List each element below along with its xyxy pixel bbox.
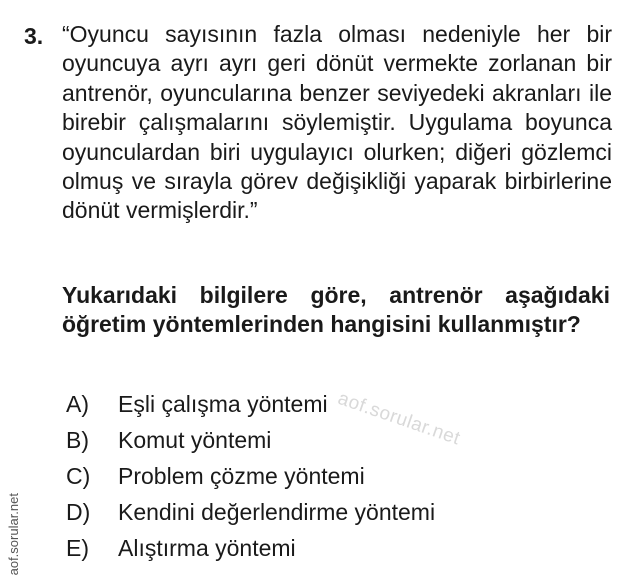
option-text: Komut yöntemi xyxy=(118,426,272,453)
option-b[interactable] xyxy=(66,422,435,458)
question-number: 3. xyxy=(24,23,44,49)
option-letter: E) xyxy=(66,534,89,561)
option-text: Problem çözme yöntemi xyxy=(118,462,365,489)
option-letter: B) xyxy=(66,426,89,453)
option-text: Eşli çalışma yöntemi xyxy=(118,390,328,417)
side-watermark: aof.sorular.net xyxy=(6,492,21,575)
option-text: Alıştırma yöntemi xyxy=(118,534,296,561)
question-stem: “Oyuncu sayısının fazla olması nedeniyle her bir oyuncuya ayrı ayrı geri dönüt vermekte zorlanan bir antrenör, oyuncularına benzer seviyedeki akranları ile birebir çalışmalarını söylemiştir. Uygulama boyunca oyunculardan biri uygulayıcı olurken; diğeri gözlemci olmuş ve sırayla görev değişikliği yaparak birbirlerine dönüt vermişlerdir.” xyxy=(62,21,612,224)
center-watermark: aof.sorular.net xyxy=(335,388,463,450)
option-letter: D) xyxy=(66,498,91,525)
option-text: Kendini değerlendirme yöntemi xyxy=(118,498,436,525)
option-d[interactable] xyxy=(66,494,435,530)
option-letter: C) xyxy=(66,462,91,489)
option-letter: A) xyxy=(66,390,89,417)
question-prompt: Yukarıdaki bilgilere göre, antrenör aşağıdaki öğretim yöntemlerinden hangisini kullanmıştır? xyxy=(62,282,610,338)
option-c[interactable] xyxy=(66,458,435,494)
option-e[interactable] xyxy=(66,530,435,566)
